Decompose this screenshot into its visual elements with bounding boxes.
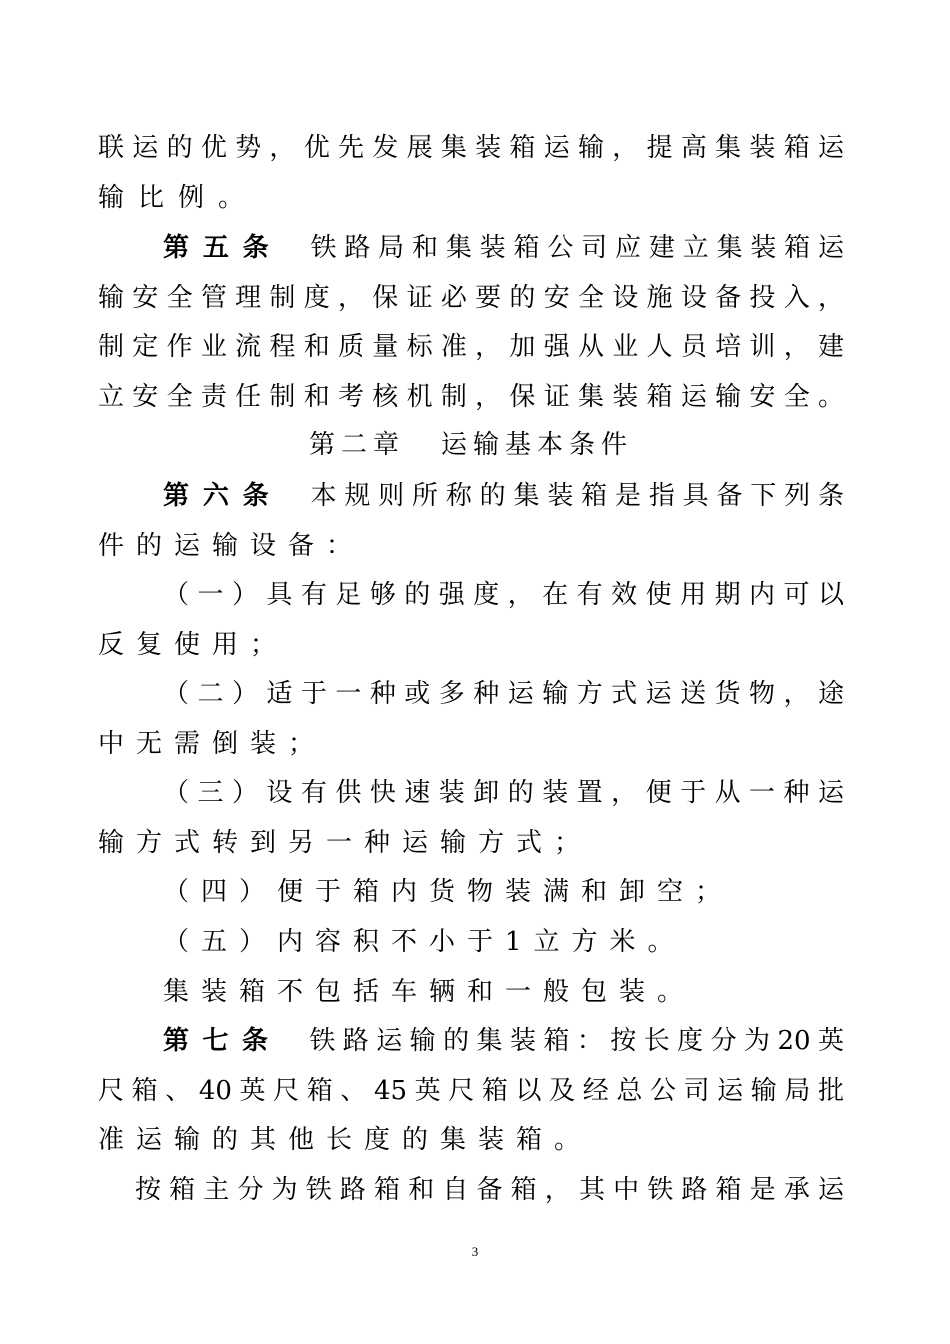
text-line: 铁路局和集装箱公司应建立集装箱运 xyxy=(310,233,844,263)
text-line: 按箱主分为铁路箱和自备箱，其中铁路箱是承运 xyxy=(135,1175,844,1205)
text-line: 铁路运输的集装箱：按长度分为20英 xyxy=(309,1026,844,1056)
text-line: 反复使用； xyxy=(98,630,289,660)
text-line: 联运的优势，优先发展集装箱运输，提高集装箱运 xyxy=(98,133,844,163)
article-heading: 第六条 xyxy=(163,481,283,511)
text-line: （三）设有供快速装卸的装置，便于从一种运 xyxy=(163,778,844,808)
text-line: 准运输的其他长度的集装箱。 xyxy=(98,1125,593,1155)
text-line: （四）便于箱内货物装满和卸空； xyxy=(163,877,734,907)
text-line: 制定作业流程和质量标准，加强从业人员培训，建 xyxy=(98,332,844,362)
text-line: 输安全管理制度，保证必要的安全设施设备投入， xyxy=(98,283,844,313)
article-paragraph xyxy=(163,228,844,268)
text-line: 立安全责任制和考核机制，保证集装箱运输安全。 xyxy=(98,382,844,412)
text-line: （五）内容积不小于1立方米。 xyxy=(163,927,686,957)
article-heading: 第五条 xyxy=(163,233,283,263)
article-paragraph xyxy=(163,476,844,516)
text-line: （二）适于一种或多种运输方式运送货物，途 xyxy=(163,679,844,709)
article-paragraph xyxy=(163,1021,844,1061)
text-line: 输方式转到另一种运输方式； xyxy=(98,828,593,858)
text-line: 输比例。 xyxy=(98,183,259,213)
text-line: 中无需倒装； xyxy=(98,729,327,759)
text-line: 本规则所称的集装箱是指具备下列条 xyxy=(310,481,844,511)
article-heading: 第七条 xyxy=(163,1026,282,1056)
page-number: 3 xyxy=(471,1244,479,1259)
text-line: 件的运输设备： xyxy=(98,531,365,561)
chapter-number: 第二章 xyxy=(308,430,405,460)
text-line: （一）具有足够的强度，在有效使用期内可以 xyxy=(163,580,844,610)
chapter-title: 运输基本条件 xyxy=(441,430,634,460)
text-line: 尺箱、40英尺箱、45英尺箱以及经总公司运输局批 xyxy=(98,1076,844,1106)
chapter-heading xyxy=(98,425,844,465)
text-line: 集装箱不包括车辆和一般包装。 xyxy=(163,977,696,1007)
